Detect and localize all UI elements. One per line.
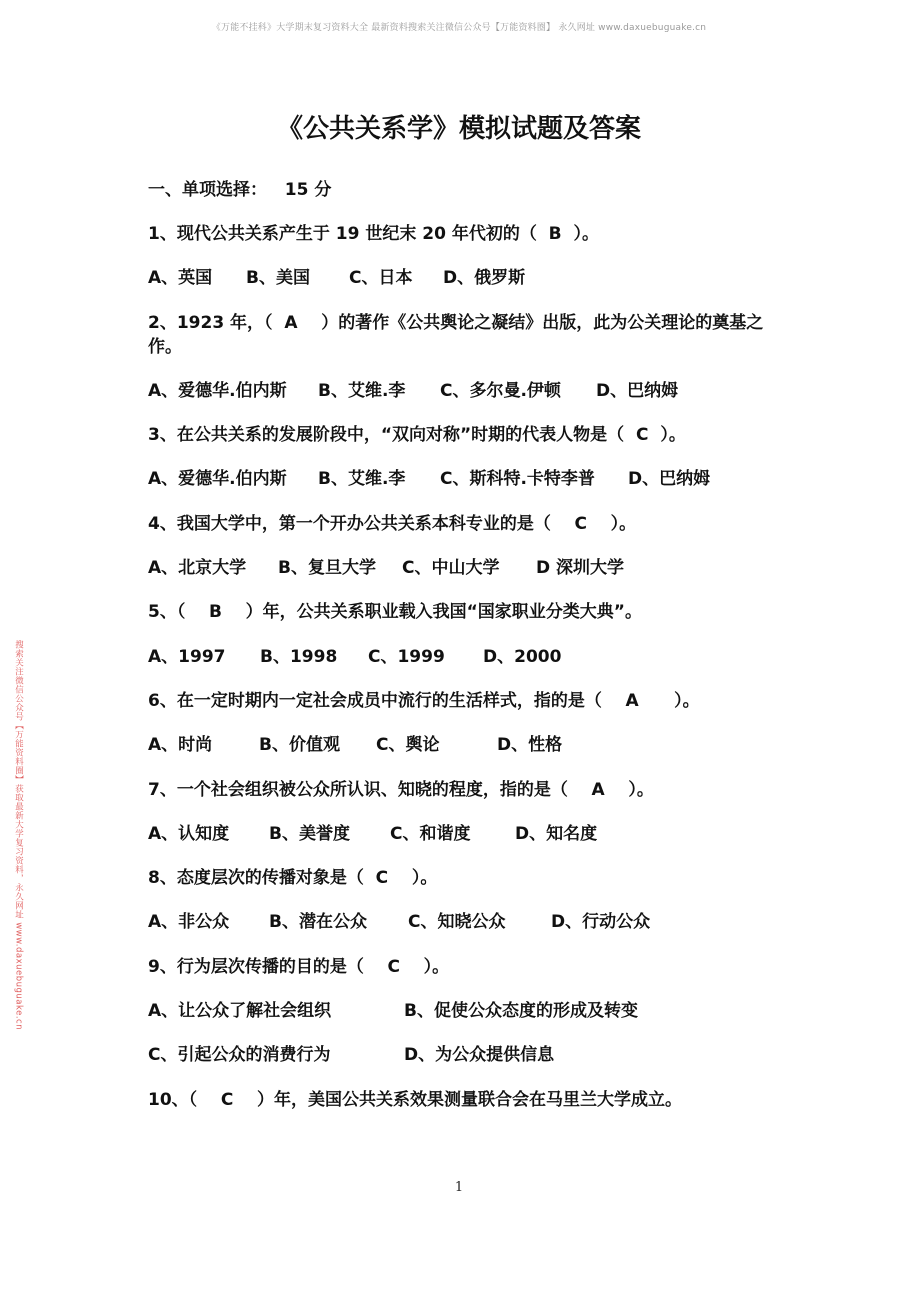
option-c: C、知晓公众 — [408, 912, 506, 933]
option-d: D、性格 — [497, 735, 563, 756]
option-b: B、1998 — [260, 646, 338, 667]
question-9-options-row-2 — [148, 1043, 788, 1067]
option-b: B、潜在公众 — [269, 912, 367, 933]
question-7: 7、一个社会组织被公众所认识、知晓的程度，指的是（ A ）。 — [148, 779, 654, 800]
option-a: A、认知度 — [148, 823, 230, 844]
option-c: C、斯科特.卡特李普 — [440, 469, 595, 490]
question-list — [148, 178, 788, 1132]
side-watermark-note: 搜索关注微信公众号【万能资料圈】获取最新大学复习资料，永久网址 www.daxuebuguake.cn — [13, 640, 24, 1031]
page-number: 1 — [454, 1180, 464, 1195]
option-a: A、时尚 — [148, 735, 213, 756]
question-2-options — [148, 379, 788, 403]
question-1: 1、现代公共关系产生于 19 世纪末 20 年代初的（ B ）。 — [148, 224, 599, 244]
question-3: 3、在公共关系的发展阶段中，“双向对称”时期的代表人物是（ C ）。 — [148, 425, 686, 446]
question-9: 9、行为层次传播的目的是（ C ）。 — [148, 956, 450, 977]
option-c: C、中山大学 — [402, 558, 500, 579]
question-5-options — [148, 645, 788, 669]
section-heading: 一、单项选择： 15 分 — [148, 180, 332, 200]
option-a: A、非公众 — [148, 912, 230, 933]
header-watermark-note: 《万能不挂科》大学期末复习资料大全 最新资料搜索关注微信公众号【万能资料圈】 永久网址 www.daxuebuguake.cn — [211, 23, 707, 33]
option-a: A、英国 — [148, 268, 213, 289]
option-a: A、爱德华.伯内斯 — [148, 380, 287, 401]
question-4-options — [148, 556, 788, 580]
question-8-options — [148, 910, 788, 934]
option-d: D、巴纳姆 — [596, 380, 679, 401]
option-b: B、美国 — [246, 268, 310, 289]
option-c: C、引起公众的消费行为 — [148, 1045, 331, 1066]
option-b: B、复旦大学 — [278, 558, 376, 579]
question-1-options — [148, 266, 788, 290]
option-d: D、知名度 — [515, 823, 598, 844]
option-c: C、舆论 — [376, 735, 440, 756]
option-b: B、艾维.李 — [318, 469, 406, 490]
option-b: B、促使公众态度的形成及转变 — [404, 1001, 638, 1022]
option-a: A、让公众了解社会组织 — [148, 1001, 332, 1022]
option-a: A、1997 — [148, 646, 226, 667]
option-d: D、行动公众 — [551, 912, 651, 933]
option-c: C、1999 — [368, 646, 445, 667]
question-5: 5、（ B ）年，公共关系职业载入我国“国家职业分类大典”。 — [148, 602, 642, 623]
question-9-options-row-1 — [148, 999, 788, 1023]
option-b: B、美誉度 — [269, 823, 350, 844]
option-d: D、巴纳姆 — [628, 469, 711, 490]
question-7-options — [148, 822, 788, 846]
option-d: D 深圳大学 — [536, 558, 625, 579]
question-10: 10、（ C ）年，美国公共关系效果测量联合会在马里兰大学成立。 — [148, 1089, 682, 1110]
option-c: C、多尔曼.伊顿 — [440, 380, 561, 401]
option-c: C、和谐度 — [390, 823, 471, 844]
question-4: 4、我国大学中，第一个开办公共关系本科专业的是（ C ）。 — [148, 513, 637, 534]
question-3-options — [148, 467, 788, 491]
question-2: 2、1923 年，（ A ）的著作《公共舆论之凝结》出版，此为公关理论的奠基之作。 — [148, 312, 764, 357]
option-b: B、价值观 — [259, 735, 340, 756]
question-8: 8、态度层次的传播对象是（ C ）。 — [148, 868, 438, 889]
option-a: A、北京大学 — [148, 558, 247, 579]
option-b: B、艾维.李 — [318, 380, 406, 401]
question-6: 6、在一定时期内一定社会成员中流行的生活样式，指的是（ A ）。 — [148, 690, 700, 711]
option-c: C、日本 — [349, 268, 413, 289]
option-d: D、俄罗斯 — [443, 268, 526, 289]
option-d: D、2000 — [483, 646, 562, 667]
option-a: A、爱德华.伯内斯 — [148, 469, 287, 490]
document-title: 《公共关系学》模拟试题及答案 — [276, 114, 641, 144]
question-6-options — [148, 733, 788, 757]
option-d: D、为公众提供信息 — [404, 1045, 555, 1066]
